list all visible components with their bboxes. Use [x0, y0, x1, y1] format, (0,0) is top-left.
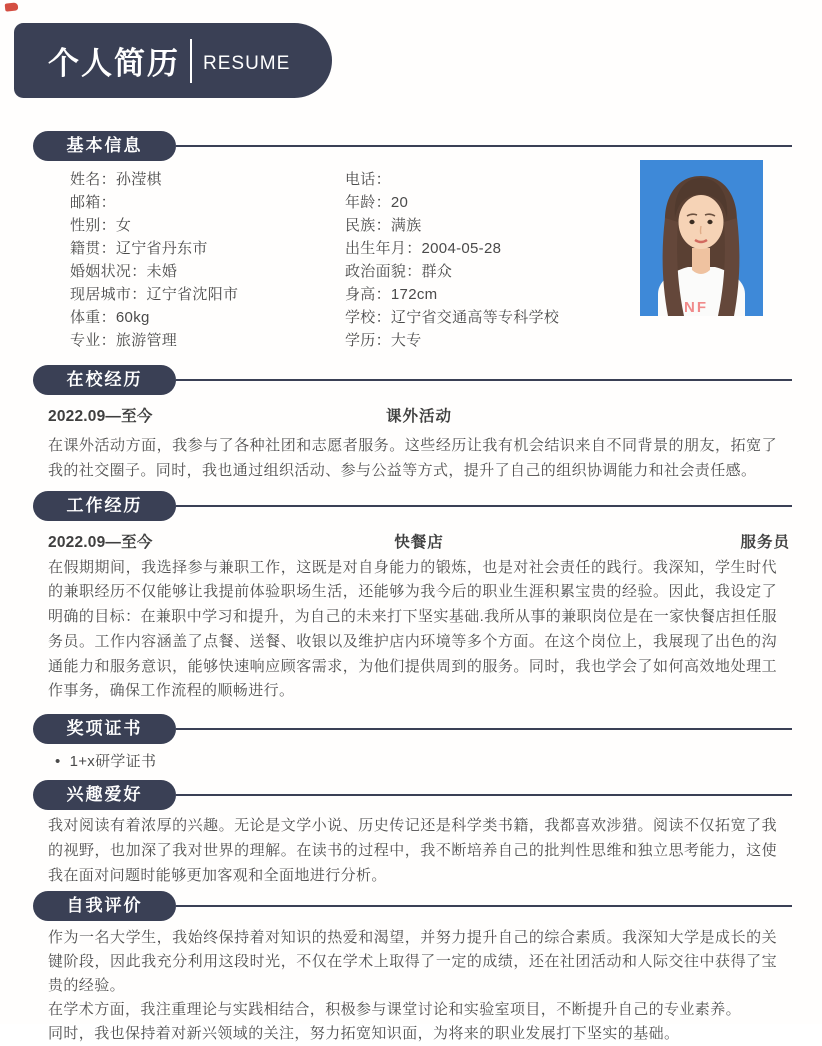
section-rule — [176, 905, 792, 907]
info-field-label: 出生年月： — [345, 240, 422, 257]
work-experience-heading — [33, 530, 792, 552]
hobbies-paragraph: 我对阅读有着浓厚的兴趣。无论是文学小说、历史传记还是科学类书籍，我都喜欢涉猎。阅读不仅拓宽了我的视野，也加深了我对世界的理解。在读书的过程中，我不断培养自己的批判性思维和独立思考能力，这使我在面对问题时能够更加客观和全面地进行分析。 — [48, 817, 777, 884]
section-header-hobbies — [33, 780, 792, 810]
section-rule — [176, 728, 792, 730]
info-field-label: 民族： — [345, 217, 391, 234]
info-field-value: 2004-05-28 — [421, 240, 502, 257]
experience-title: 课外活动 — [385, 408, 452, 425]
experience-date: 2022.09—至今 — [48, 408, 153, 425]
title-divider — [190, 39, 192, 83]
info-field-label: 电话： — [345, 171, 391, 188]
section-rule — [176, 505, 792, 507]
section-rule — [176, 145, 792, 147]
info-field-value: 辽宁省交通高等专科学校 — [390, 309, 560, 326]
info-field-value: 辽宁省丹东市 — [115, 240, 208, 257]
info-field — [345, 191, 645, 214]
section-title-school: 在校经历 — [33, 365, 176, 395]
section-title-self-evaluation: 自我评价 — [33, 891, 176, 921]
info-field-value: 女 — [115, 217, 132, 234]
info-field — [70, 168, 345, 191]
section-title-basic-info: 基本信息 — [33, 131, 176, 161]
info-field-value: 辽宁省沈阳市 — [146, 286, 239, 303]
resume-header-banner — [14, 23, 332, 98]
info-field-label: 政治面貌： — [345, 263, 422, 280]
info-field-label: 现居城市： — [70, 286, 147, 303]
info-field-label: 身高： — [345, 286, 391, 303]
section-awards — [33, 714, 792, 773]
self-evaluation-paragraph: 在学术方面，我注重理论与实践相结合，积极参与课堂讨论和实验室项目，不断提升自己的专业素养。 — [48, 1001, 742, 1019]
awards-list — [33, 744, 792, 773]
info-field-value: 20 — [390, 194, 409, 211]
id-photo — [640, 160, 763, 316]
info-field — [345, 329, 645, 352]
section-header-basic-info — [33, 131, 792, 161]
section-title-awards: 奖项证书 — [33, 714, 176, 744]
school-experience-heading — [33, 404, 792, 426]
section-self-evaluation — [33, 891, 792, 1046]
info-field-value: 未婚 — [146, 263, 178, 280]
info-field-value: 孙滢棋 — [115, 171, 162, 188]
info-field — [345, 260, 645, 283]
work-experience-paragraph: 在假期期间，我选择参与兼职工作，这既是对自身能力的锻炼，也是对社会责任的践行。我深知，学生时代的兼职经历不仅能够让我提前体验职场生活，还能够为我今后的职业生涯积累宝贵的经验。因此，我设定了明确的目标：在兼职中学习和提升，为自己的未来打下坚实基础.我所从事的兼职岗位是在一家快餐店担任服务员。工作内容涵盖了点餐、送餐、收银以及维护店内环境等多个方面。在这个岗位上，我展现了出色的沟通能力和服务意识，能够快速响应顾客需求，为他们提供周到的服务。同时，我也学会了如何高效地处理工作事务，确保工作流程的顺畅进行。 — [48, 558, 777, 700]
info-field — [70, 237, 345, 260]
resume-content — [33, 116, 792, 1046]
section-rule — [176, 379, 792, 381]
section-basic-info — [33, 131, 792, 352]
info-field-label: 体重： — [70, 309, 116, 326]
resume-title-en: RESUME — [203, 52, 291, 74]
resume-title-cn: 个人简历 — [48, 46, 180, 81]
info-field — [70, 329, 345, 352]
section-title-hobbies: 兴趣爱好 — [33, 780, 176, 810]
info-field — [345, 168, 645, 191]
red-corner-mark — [5, 2, 19, 11]
info-field-value: 大专 — [390, 332, 422, 349]
section-school-experience — [33, 365, 792, 484]
basic-info-left-column — [70, 168, 345, 352]
info-field-label: 专业： — [70, 332, 116, 349]
info-field-value: 满族 — [390, 217, 422, 234]
basic-info-right-column — [345, 168, 645, 352]
school-experience-paragraph: 在课外活动方面，我参与了各种社团和志愿者服务。这些经历让我有机会结识来自不同背景的朋友，拓宽了我的社交圈子。同时，我也通过组织活动、参与公益等方式，提升了自己的组织协调能力和社会责任感。 — [48, 437, 777, 479]
info-field-label: 年龄： — [345, 194, 391, 211]
info-field-label: 邮箱： — [70, 194, 116, 211]
info-field-value: 群众 — [421, 263, 453, 280]
info-field — [70, 283, 345, 306]
info-field — [70, 214, 345, 237]
section-title-work: 工作经历 — [33, 491, 176, 521]
self-evaluation-paragraph: 同时，我也保持着对新兴领域的关注，努力拓宽知识面，为将来的职业发展打下坚实的基础。 — [48, 1025, 680, 1043]
info-field — [70, 306, 345, 329]
info-field-label: 姓名： — [70, 171, 116, 188]
info-field — [70, 260, 345, 283]
info-field — [70, 191, 345, 214]
section-header-self-evaluation — [33, 891, 792, 921]
info-field — [345, 214, 645, 237]
info-field-label: 学校： — [345, 309, 391, 326]
svg-text:NF: NF — [684, 299, 708, 316]
info-field-value: 旅游管理 — [115, 332, 178, 349]
award-item: • 1+x研学证书 — [55, 750, 792, 773]
info-field-label: 性别： — [70, 217, 116, 234]
section-work-experience — [33, 491, 792, 705]
info-field — [345, 237, 645, 260]
section-header-awards — [33, 714, 792, 744]
info-field-label: 籍贯： — [70, 240, 116, 257]
experience-role: 服务员 — [740, 533, 790, 551]
info-field-value: 172cm — [390, 286, 438, 303]
portrait-photo-graphic — [640, 160, 763, 316]
self-evaluation-paragraph: 作为一名大学生，我始终保持着对知识的热爱和渴望，并努力提升自己的综合素质。我深知大学是成长的关键阶段，因此我充分利用这段时光，不仅在学术上取得了一定的成绩，还在社团活动和人际交往中获得了宝贵的经验。 — [48, 929, 777, 995]
experience-company: 快餐店 — [394, 533, 444, 551]
info-field — [345, 283, 645, 306]
experience-date: 2022.09—至今 — [48, 533, 153, 551]
info-field-value: 60kg — [115, 309, 150, 326]
section-header-work — [33, 491, 792, 521]
info-field-label: 学历： — [345, 332, 391, 349]
info-field — [345, 306, 645, 329]
section-header-school — [33, 365, 792, 395]
section-rule — [176, 794, 792, 796]
info-field-label: 婚姻状况： — [70, 263, 147, 280]
section-hobbies — [33, 780, 792, 888]
self-evaluation-paragraphs — [33, 921, 792, 1046]
